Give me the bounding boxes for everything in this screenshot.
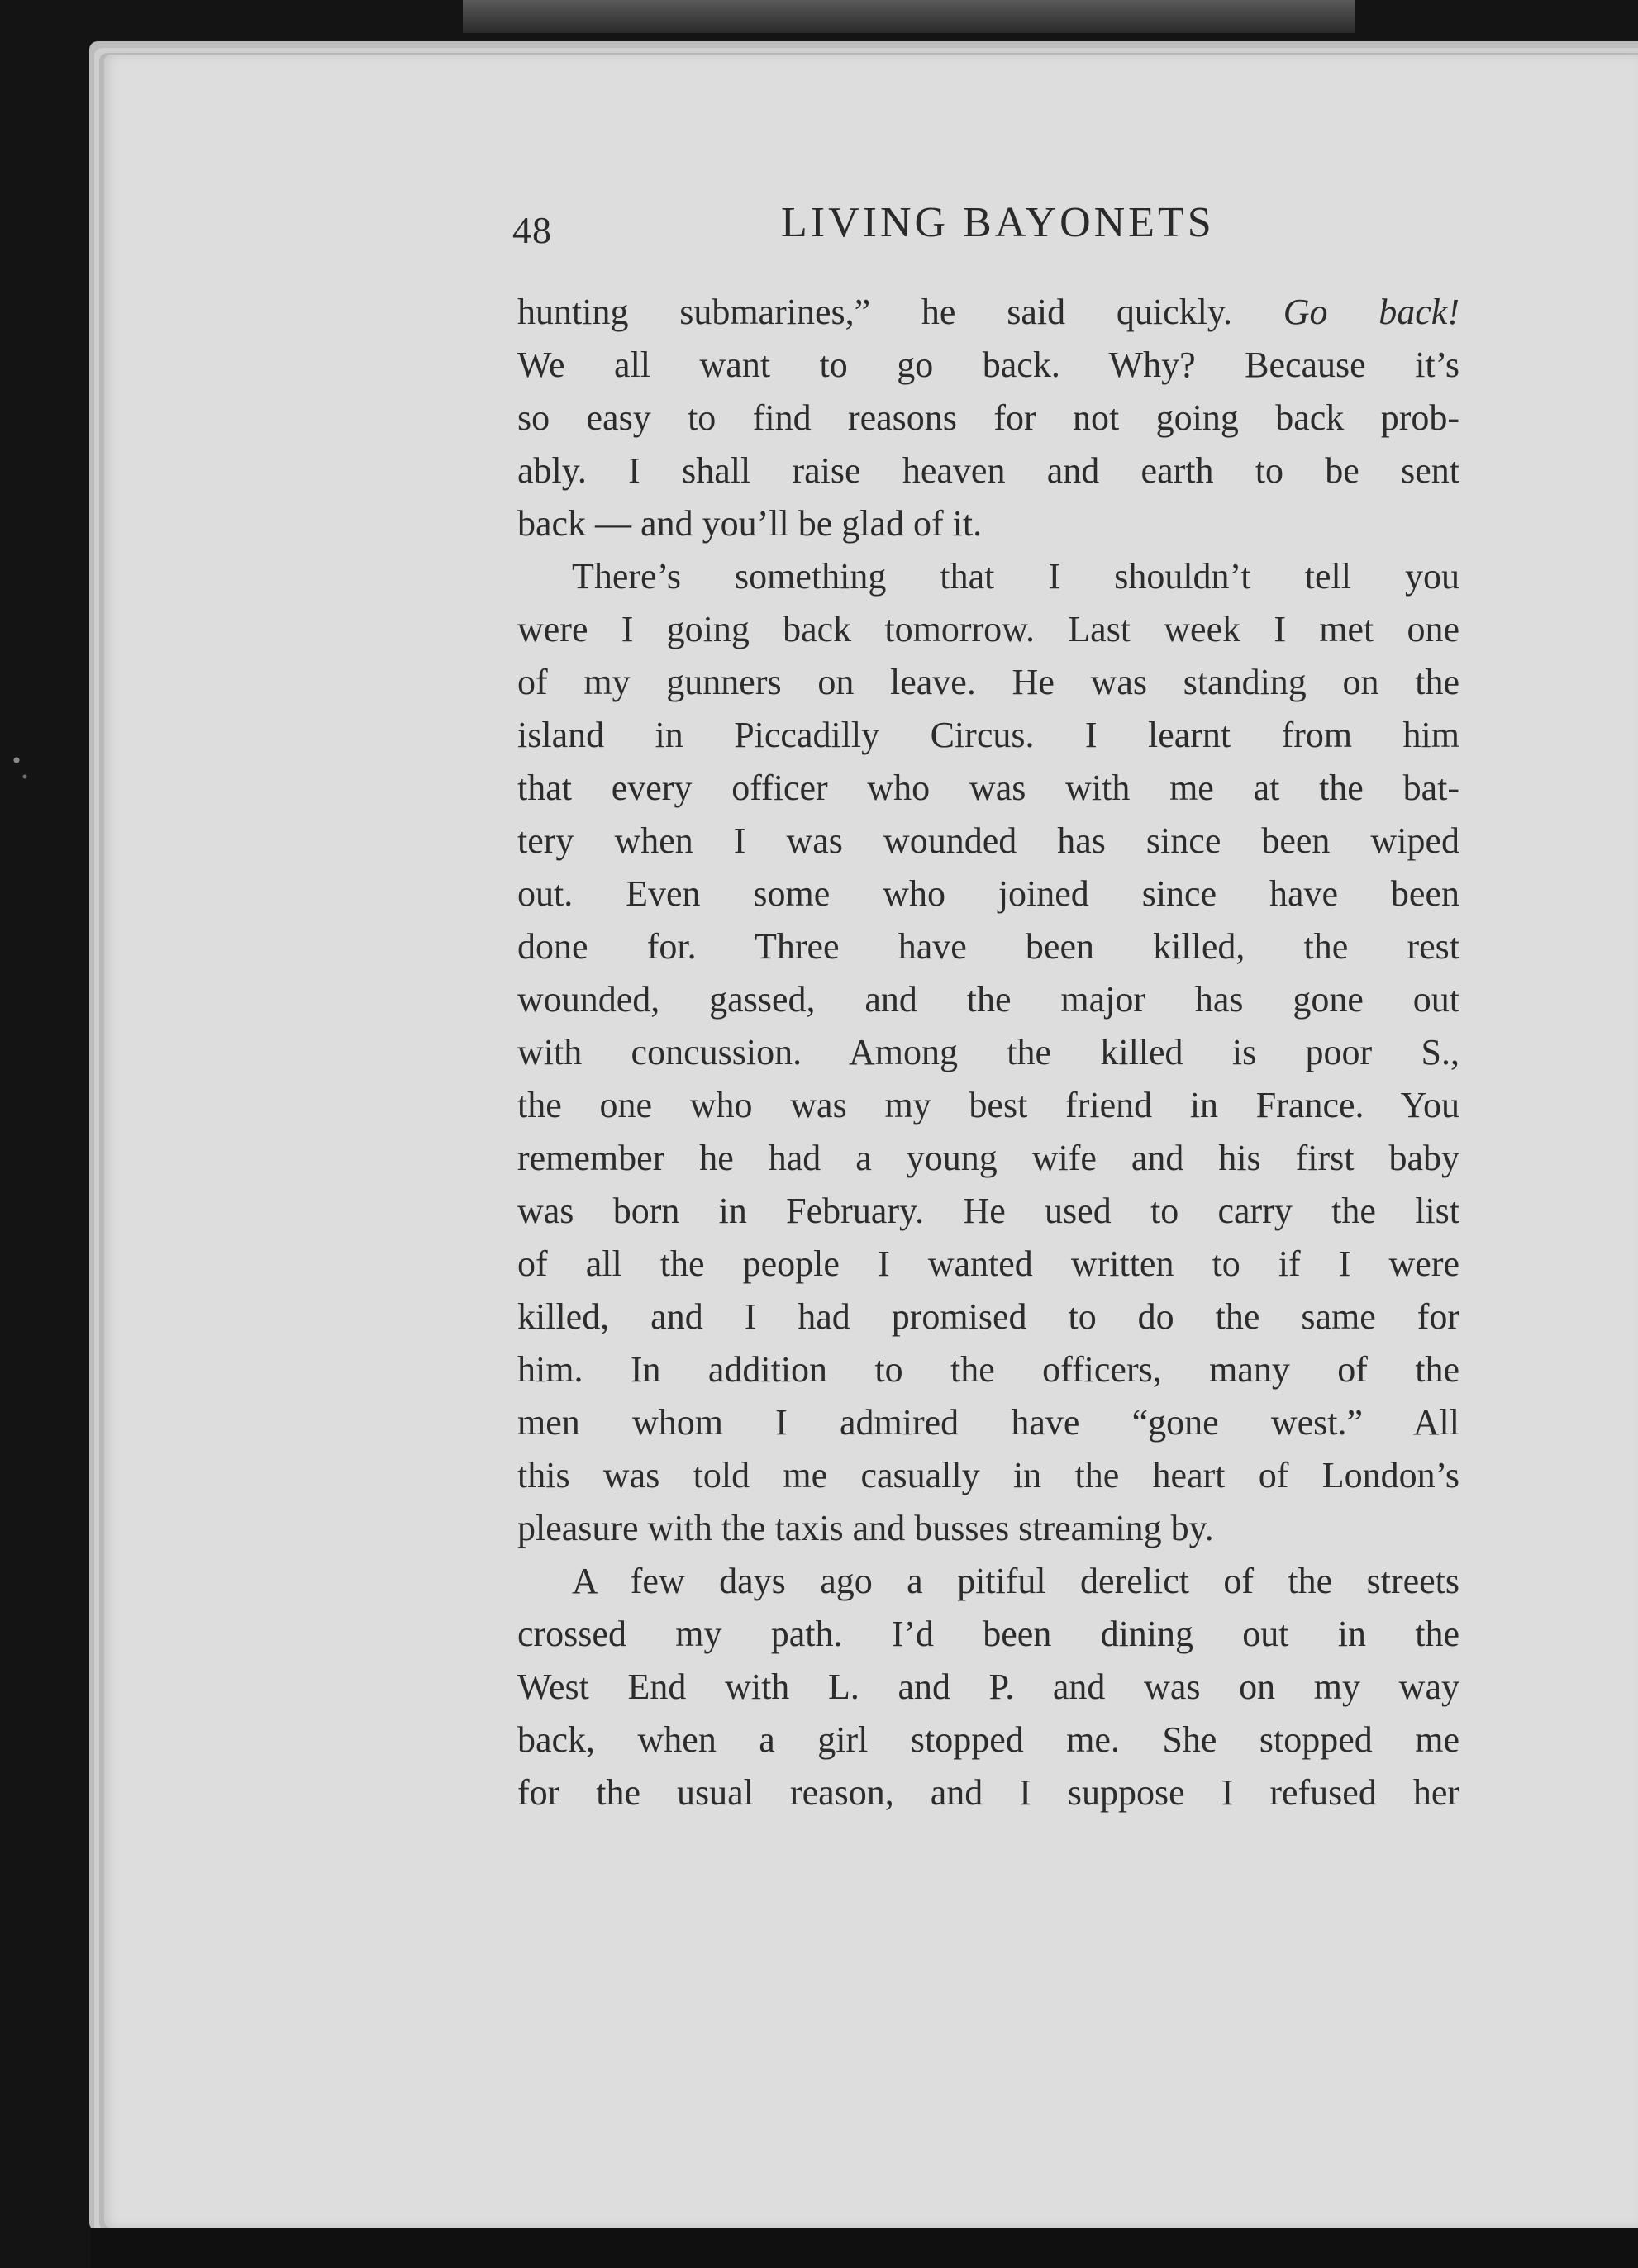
text-line: back, when a girl stopped me. She stopped me — [517, 1719, 1459, 1760]
text-line: crossed my path. I’d been dining out in the — [517, 1614, 1459, 1654]
text-line: done for. Three have been killed, the rest — [517, 926, 1459, 967]
text-line: pleasure with the taxis and busses streaming by. — [517, 1508, 1214, 1548]
text-line: out. Even some who joined since have been — [517, 873, 1459, 914]
text-line: that every officer who was with me at the bat- — [517, 768, 1459, 808]
page-number: 48 — [512, 209, 552, 251]
text-line: We all want to go back. Why? Because it’s — [517, 345, 1459, 385]
emphasis-text: Go back! — [1283, 292, 1459, 332]
text-line: remember he had a young wife and his first baby — [517, 1138, 1459, 1178]
text-line: so easy to find reasons for not going back prob- — [517, 397, 1459, 438]
text-line: with concussion. Among the killed is poor S., — [517, 1032, 1459, 1072]
text-line: this was told me casually in the heart of London’s — [517, 1455, 1459, 1495]
text-line: West End with L. and P. and was on my way — [517, 1667, 1459, 1707]
page-header — [512, 198, 1463, 264]
text-line: There’s something that I shouldn’t tell you — [572, 556, 1459, 597]
text-line: of all the people I wanted written to if I were — [517, 1243, 1459, 1284]
text-line: A few days ago a pitiful derelict of the streets — [572, 1561, 1459, 1601]
text-line: tery when I was wounded has since been wiped — [517, 820, 1459, 861]
page-body — [517, 286, 1459, 1819]
text-line: men whom I admired have “gone west.” All — [517, 1402, 1459, 1443]
text-line: island in Piccadilly Circus. I learnt from him — [517, 715, 1459, 755]
text-line: back — and you’ll be glad of it. — [517, 503, 983, 544]
scan-bottom-shadow — [91, 2228, 1638, 2268]
text-line: were I going back tomorrow. Last week I met one — [517, 609, 1459, 649]
text-line: ably. I shall raise heaven and earth to be sent — [517, 450, 1459, 491]
text-line: wounded, gassed, and the major has gone out — [517, 979, 1459, 1020]
text-line: for the usual reason, and I suppose I refused her — [517, 1772, 1459, 1813]
text-line: was born in February. He used to carry the list — [517, 1191, 1459, 1231]
text-line: the one who was my best friend in France. You — [517, 1085, 1459, 1125]
text-line: him. In addition to the officers, many of the — [517, 1349, 1459, 1390]
text-line: hunting submarines,” he said quickly. Go back! — [517, 292, 1459, 332]
text-line: of my gunners on leave. He was standing on the — [517, 662, 1459, 702]
scan-top-strip — [463, 0, 1355, 33]
text-line: killed, and I had promised to do the same for — [517, 1296, 1459, 1337]
running-title: LIVING BAYONETS — [781, 199, 1215, 246]
scan-specks — [0, 744, 41, 793]
